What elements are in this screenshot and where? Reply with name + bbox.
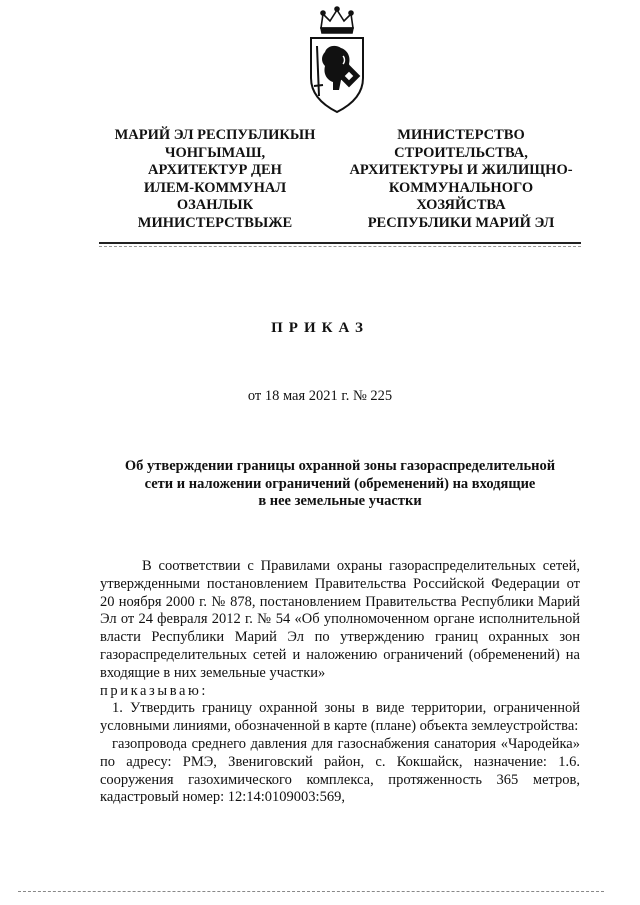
document-body (100, 558, 580, 807)
coat-of-arms-icon (297, 6, 377, 114)
preamble-paragraph: В соответствии с Правилами охраны газораспределительных сетей, утвержденными постановлением Правительства Российской Федерации от 20 ноября 2000 г. № 878, постановлением Правительства Республики Марий Эл от 24 февраля 2012 г. № 54 «Об уполномоченном органе исполнительной власти Республики Марий Эл по утверждению границ охранных зон газораспределительных сетей и наложению ограничений (обременений) на входящие в них земельные участки» (100, 558, 580, 681)
header-left-line: АРХИТЕКТУР ДЕН (148, 162, 282, 178)
header-right-line: КОММУНАЛЬНОГО (388, 179, 534, 196)
item-1-detail-paragraph: газопровода среднего давления для газоснабжения санатория «Чародейка» по адресу: РМЭ, Звениговский район, с. Кокшайск, назначение: 1.6. сооружения газохимического комплекса, протяженность 365 метров, кадастровый номер: 12:14:0109003:569, (100, 735, 580, 806)
ministry-name-mari (100, 127, 330, 232)
header-right-line: СТРОИТЕЛЬСТВА, (394, 144, 528, 161)
ministry-name-russian (336, 127, 586, 232)
subject-line: в нее земельные участки (258, 493, 422, 509)
header-right-line: ХОЗЯЙСТВА (416, 197, 506, 213)
header-left-line: ОЗАНЛЫК (176, 197, 254, 213)
document-date-number: от 18 мая 2021 г. № 225 (247, 388, 393, 404)
header-right-line: МИНИСТЕРСТВО (397, 127, 525, 143)
subject-line: Об утверждении границы охранной зоны газораспределительной (124, 458, 556, 474)
subject-line: сети и наложении ограничений (обременений) на входящие (144, 475, 536, 492)
order-word: приказываю: (100, 682, 209, 699)
page-bottom-edge (18, 891, 604, 892)
header-left-line: МАРИЙ ЭЛ РЕСПУБЛИКЫН (114, 127, 316, 143)
header-divider-dashed (99, 246, 581, 247)
header-right-line: РЕСПУБЛИКИ МАРИЙ ЭЛ (367, 214, 555, 231)
header-left-line: МИНИСТЕРСТВЫЖЕ (137, 214, 293, 231)
item-1-paragraph: 1. Утвердить границу охранной зоны в виде территории, ограниченной условными линиями, обозначенной в карте (плане) объекта землеустройства: (100, 700, 580, 735)
header-divider (99, 242, 581, 244)
document-subject (110, 458, 570, 511)
header-left-line: ЧОНГЫМАШ, (164, 144, 266, 161)
document-title: ПРИКАЗ (271, 320, 369, 336)
header-right-line: АРХИТЕКТУРЫ И ЖИЛИЩНО- (349, 162, 573, 178)
header-left-line: ИЛЕМ-КОММУНАЛ (143, 179, 287, 196)
